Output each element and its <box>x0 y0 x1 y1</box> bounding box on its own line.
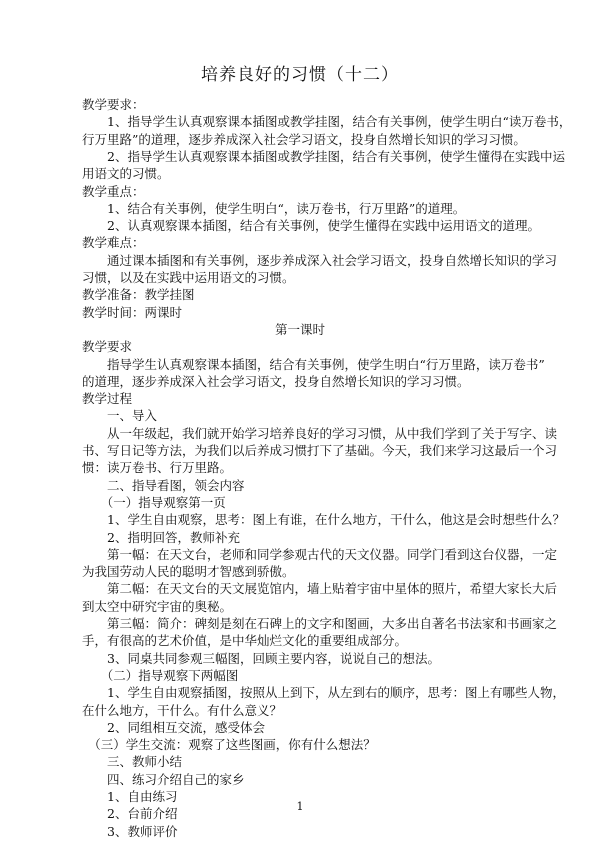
text-line: 3、教师评价 <box>82 823 178 839</box>
document-title: 培养良好的习惯（十二） <box>201 65 399 85</box>
text-line: 1、学生自由观察插图，按照从上到下，从左到右的顺序，思考：图上有哪些人物， <box>82 685 565 701</box>
text-line: 教学要求 <box>82 339 133 355</box>
text-line: 1、结合有关事例，使学生明白“，读万卷书，行万里路”的道理。 <box>82 200 466 216</box>
text-line: 第二幅：在天文台的天文展览馆内，墙上贴着宇宙中星体的照片，希望大家长大后 <box>82 581 558 597</box>
text-line: 手，有很高的艺术价值，是中华灿烂文化的重要组成部分。 <box>82 633 408 649</box>
text-line: 从一年级起，我们就开始学习培养良好的学习习惯，从中我们学到了关于写字、读 <box>82 425 558 441</box>
text-line: 教学难点： <box>82 235 145 251</box>
text-line: 书、写日记等方法，为我们以后养成习惯打下了基础。今天，我们来学习这最后一个习 <box>82 443 558 458</box>
text-line: 到太空中研究宇宙的奥秘。 <box>82 598 233 614</box>
text-line: 三、教师小结 <box>82 754 183 770</box>
text-line: 3、同桌共同参观三幅图，回顾主要内容，说说自己的想法。 <box>82 650 440 666</box>
text-line: （一）指导观察第一页 <box>82 494 226 510</box>
text-line: 2、台前介绍 <box>82 806 178 822</box>
text-line: 教学时间：两课时 <box>82 304 183 320</box>
text-line: 第一幅：在天文台，老师和同学参观古代的天文仪器。同学门看到这台仪器，一定 <box>82 546 558 562</box>
page-number: 1 <box>296 800 304 813</box>
text-line: 通过课本插图和有关事例，逐步养成深入社会学习语文，投身自然增长知识的学习 <box>82 252 558 268</box>
text-line: 的道理，逐步养成深入社会学习语文，投身自然增长知识的学习习惯。 <box>82 373 470 389</box>
text-line: （三）学生交流：观察了这些图画，你有什么想法？ <box>82 737 376 753</box>
text-line: 2、指明回答，教师补充 <box>82 529 240 545</box>
text-line: 在什么地方，干什么。有什么意义？ <box>82 702 283 718</box>
text-line: （二）指导观察下两幅图 <box>82 667 239 683</box>
text-line: 教学重点： <box>82 183 145 199</box>
text-line: 惯：读万卷书、行万里路。 <box>82 460 233 476</box>
text-line: 行万里路”的道理，逐步养成深入社会学习语文，投身自然增长知识的学习习惯。 <box>82 131 526 147</box>
text-line: 2、指导学生认真观察课本插图或教学挂图，结合有关事例，使学生懂得在实践中运 <box>82 148 565 164</box>
text-line: 2、同组相互交流，感受体会 <box>82 719 265 735</box>
text-line: 1、指导学生认真观察课本插图或教学挂图，结合有关事例，使学生明白“读万卷书， <box>82 114 572 130</box>
text-line: 1、学生自由观察，思考：图上有谁，在什么地方，干什么，他这是会时想些什么？ <box>82 512 565 528</box>
text-line: 用语文的习惯。 <box>82 166 170 182</box>
text-line: 四、练习介绍自己的家乡 <box>82 771 245 787</box>
text-line: 为我国劳动人民的聪明才智感到骄傲。 <box>82 564 295 580</box>
text-line: 第三幅：简介：碑刻是刻在石碑上的文字和图画，大多出自著名书法家和书画家之 <box>82 616 558 631</box>
text-line: 1、自由练习 <box>82 789 178 804</box>
section-heading: 第一课时 <box>274 321 325 337</box>
text-line: 习惯，以及在实践中运用语文的习惯。 <box>82 270 295 285</box>
text-line: 教学过程 <box>82 391 133 407</box>
text-line: 二、指导看图，领会内容 <box>82 477 245 493</box>
text-line: 一、导入 <box>82 408 158 424</box>
text-line: 教学准备：教学挂图 <box>82 287 195 303</box>
text-line: 指导学生认真观察课本插图，结合有关事例，使学生明白“行万里路，读万卷书” <box>82 356 545 372</box>
text-line: 教学要求： <box>82 97 145 112</box>
text-line: 2、认真观察课本插图，结合有关事例，使学生懂得在实践中运用语文的道理。 <box>82 218 540 234</box>
